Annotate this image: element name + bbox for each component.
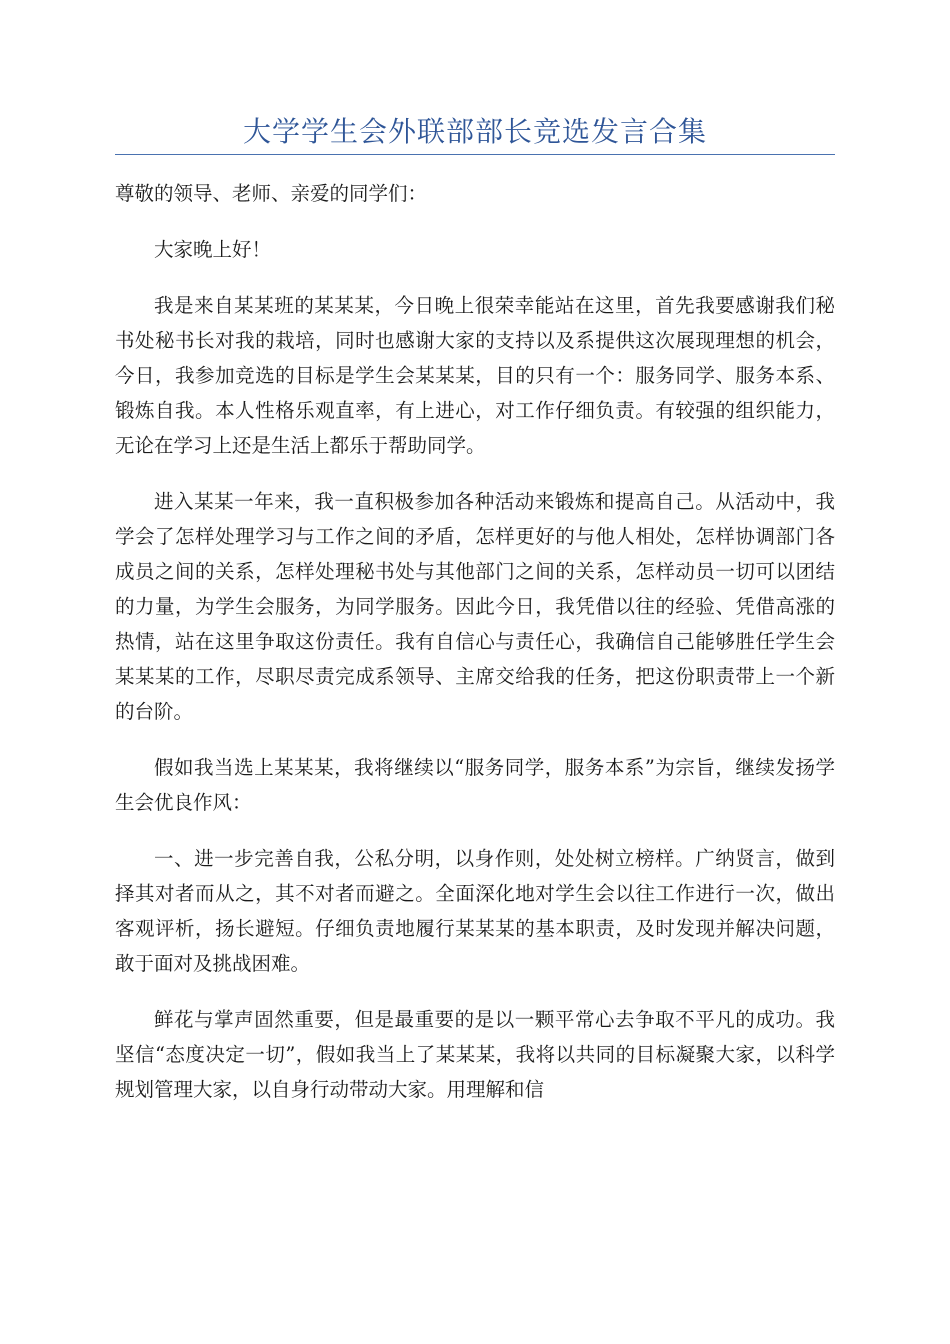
paragraph: 假如我当选上某某某，我将继续以“服务同学，服务本系”为宗旨，继续发扬学生会优良作风：	[115, 756, 835, 814]
greeting: 大家晚上好！	[154, 238, 272, 261]
document-title: 大学学生会外联部部长竞选发言合集	[242, 115, 707, 148]
salutation: 尊敬的领导、老师、亲爱的同学们：	[115, 182, 428, 205]
document-body	[115, 176, 835, 1128]
paragraph: 我是来自某某班的某某某，今日晚上很荣幸能站在这里，首先我要感谢我们秘书处秘书长对我的栽培，同时也感谢大家的支持以及系提供这次展现理想的机会，今日，我参加竞选的目标是学生会某某某，目的只有一个：服务同学、服务本系、锻炼自我。本人性格乐观直率，有上进心，对工作仔细负责。有较强的组织能力，无论在学习上还是生活上都乐于帮助同学。	[115, 294, 835, 457]
paragraph: 进入某某一年来，我一直积极参加各种活动来锻炼和提高自己。从活动中，我学会了怎样处理学习与工作之间的矛盾，怎样更好的与他人相处，怎样协调部门各成员之间的关系，怎样处理秘书处与其他部门之间的关系，怎样动员一切可以团结的力量，为学生会服务，为同学服务。因此今日，我凭借以往的经验、凭借高涨的热情，站在这里争取这份责任。我有自信心与责任心，我确信自己能够胜任学生会某某某的工作，尽职尽责完成系领导、主席交给我的任务，把这份职责带上一个新的台阶。	[115, 490, 835, 723]
paragraph: 鲜花与掌声固然重要，但是最重要的是以一颗平常心去争取不平凡的成功。我坚信“态度决定一切”，假如我当上了某某某，我将以共同的目标凝聚大家，以科学规划管理大家，以自身行动带动大家。用理解和信	[115, 1008, 835, 1101]
title-underline	[115, 154, 835, 155]
paragraph: 一、进一步完善自我，公私分明，以身作则，处处树立榜样。广纳贤言，做到择其对者而从之，其不对者而避之。全面深化地对学生会以往工作进行一次，做出客观评析，扬长避短。仔细负责地履行某某某的基本职责，及时发现并解决问题，敢于面对及挑战困难。	[115, 847, 835, 975]
